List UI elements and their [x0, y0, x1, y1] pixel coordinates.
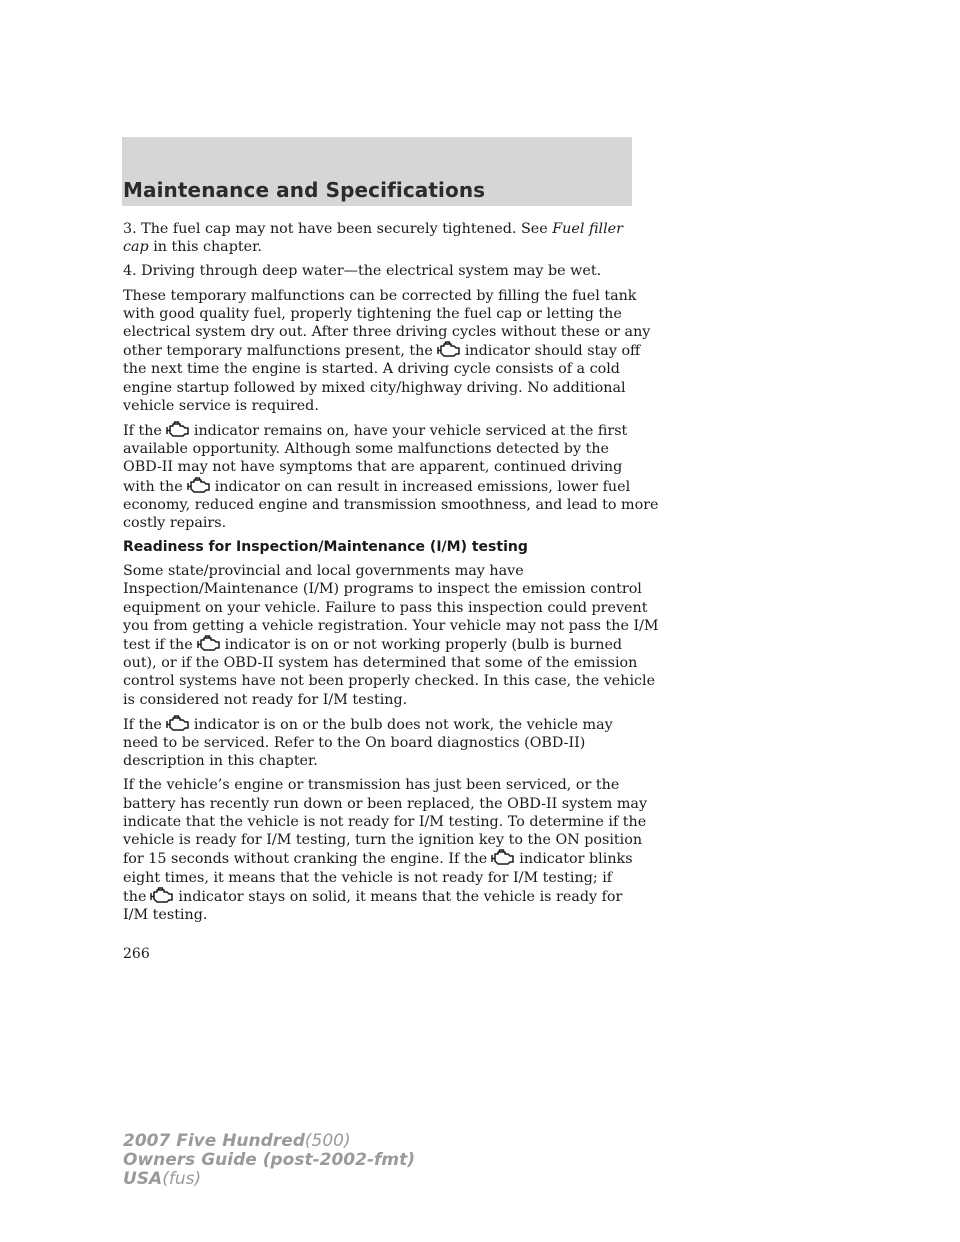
paragraph-fuel-cap: 3. The fuel cap may not have been securely tightened. See Fuel filler cap in this chapter. — [123, 221, 623, 256]
fuel-filler-cap-link[interactable]: Fuel filler — [552, 221, 623, 237]
footer-model-code: (500) — [304, 1131, 351, 1151]
page-number: 266 — [123, 946, 150, 962]
paragraph-bulb-not-working: If the indicator is on or the bulb does not work, the vehicle may need to be serviced. Refer to the On board diagnostics (OBD-II) description in this chapter. — [123, 716, 613, 770]
check-engine-icon — [490, 849, 516, 865]
paragraph-deep-water: 4. Driving through deep water—the electrical system may be wet. — [123, 263, 602, 280]
check-engine-icon — [186, 477, 212, 493]
fuel-filler-cap-link-cont[interactable]: cap — [123, 239, 149, 256]
check-engine-icon — [149, 887, 175, 903]
paragraph-indicator-remains-on: If the indicator remains on, have your vehicle serviced at the first available opportunity. Although some malfunctions detected by the OBD-II may not have symptoms that are apparent, continued driving with the indicator on can result in increased emissions, lower fuel economy, reduced engine and transmission smoothness, and lead to more costly repairs. — [123, 423, 659, 532]
check-engine-icon — [165, 715, 191, 731]
footer-model: 2007 Five Hundred — [123, 1131, 305, 1151]
section-heading-readiness: Readiness for Inspection/Maintenance (I/M) testing — [123, 539, 528, 556]
footer-market-code: (fus) — [162, 1169, 202, 1189]
paragraph-temporary-malfunctions: These temporary malfunctions can be corrected by filling the fuel tank with good quality fuel, properly tightening the fuel cap or letting the electrical system dry out. After three driving cycles without these or any other temporary malfunctions present, the indicator should stay off the next time the engine is started. A driving cycle consists of a cold engine startup followed by mixed city/highway driving. No additional vehicle service is required. — [123, 287, 651, 414]
check-engine-icon — [165, 421, 191, 437]
footer-market: USA — [123, 1169, 163, 1189]
paragraph-im-programs: Some state/provincial and local governments may have Inspection/Maintenance (I/M) programs to inspect the emission control equipment on your vehicle. Failure to pass this inspection could prevent you from getting a vehicle registration. Your vehicle may not pass the I/M test if the indicator is on or not working properly (bulb is burned out), or if the OBD-II system has determined that some of the emission control systems have not been properly checked. In this case, the vehicle is considered not ready for I/M testing. — [123, 563, 659, 708]
paragraph-readiness-check: If the vehicle’s engine or transmission has just been serviced, or the battery has recently run down or been replaced, the OBD-II system may indicate that the vehicle is not ready for I/M testing. To determine if the vehicle is ready for I/M testing, turn the ignition key to the ON position for 15 seconds without cranking the engine. If the indicator blinks eight times, it means that the vehicle is not ready for I/M testing; if the indicator stays on solid, it means that the vehicle is ready for I/M testing. — [123, 777, 648, 923]
page-content — [123, 220, 659, 930]
footer-guide-type: Owners Guide (post-2002-fmt) — [123, 1150, 416, 1170]
check-engine-icon — [196, 635, 222, 651]
page-title: Maintenance and Specifications — [123, 178, 486, 202]
check-engine-icon — [436, 341, 462, 357]
document-footer — [123, 1132, 415, 1189]
